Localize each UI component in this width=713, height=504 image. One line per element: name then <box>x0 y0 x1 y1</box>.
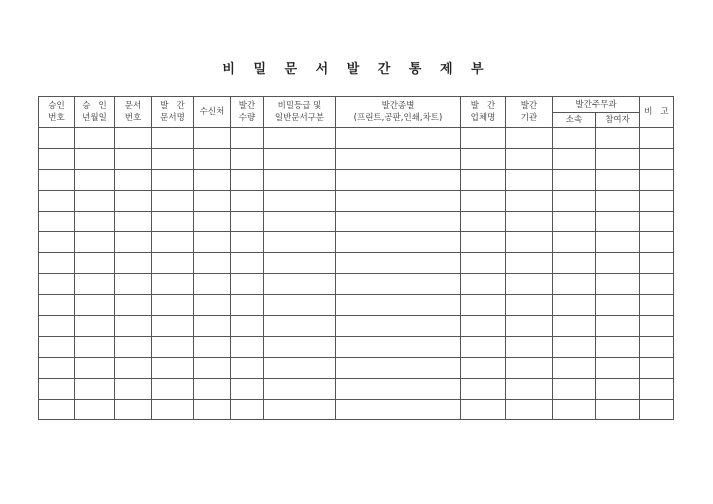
col-header-publishing-agency: 발간 기관 <box>506 97 553 128</box>
table-cell[interactable] <box>264 253 336 274</box>
table-cell[interactable] <box>264 357 336 378</box>
table-cell[interactable] <box>75 399 115 420</box>
table-cell[interactable] <box>231 190 264 211</box>
table-cell[interactable] <box>75 274 115 295</box>
table-cell[interactable] <box>506 336 553 357</box>
table-cell[interactable] <box>553 274 596 295</box>
table-cell[interactable] <box>194 295 231 316</box>
table-cell[interactable] <box>461 378 506 399</box>
table-cell[interactable] <box>596 357 640 378</box>
table-cell[interactable] <box>152 378 194 399</box>
table-cell[interactable] <box>115 253 152 274</box>
table-row <box>39 357 674 378</box>
table-cell[interactable] <box>640 357 674 378</box>
col-header-remarks: 비 고 <box>640 97 674 128</box>
table-cell[interactable] <box>553 232 596 253</box>
table-cell[interactable] <box>75 336 115 357</box>
table-cell[interactable] <box>553 295 596 316</box>
table-cell[interactable] <box>231 316 264 337</box>
table-cell[interactable] <box>152 336 194 357</box>
table-cell[interactable] <box>75 128 115 149</box>
table-cell[interactable] <box>152 232 194 253</box>
table-cell[interactable] <box>461 169 506 190</box>
table-cell[interactable] <box>194 357 231 378</box>
table-cell[interactable] <box>194 378 231 399</box>
table-cell[interactable] <box>231 148 264 169</box>
table-cell[interactable] <box>506 399 553 420</box>
ledger-body <box>39 128 674 420</box>
table-cell[interactable] <box>39 295 75 316</box>
table-cell[interactable] <box>194 128 231 149</box>
table-cell[interactable] <box>39 316 75 337</box>
table-cell[interactable] <box>115 399 152 420</box>
table-cell[interactable] <box>115 211 152 232</box>
table-cell[interactable] <box>461 232 506 253</box>
table-row <box>39 232 674 253</box>
table-cell[interactable] <box>231 336 264 357</box>
table-cell[interactable] <box>75 211 115 232</box>
table-row <box>39 336 674 357</box>
table-cell[interactable] <box>152 169 194 190</box>
table-cell[interactable] <box>640 295 674 316</box>
table-cell[interactable] <box>336 336 461 357</box>
col-header-document-name: 발 간 문서명 <box>152 97 194 128</box>
table-cell[interactable] <box>336 295 461 316</box>
table-cell[interactable] <box>115 169 152 190</box>
table-cell[interactable] <box>461 357 506 378</box>
table-cell[interactable] <box>152 357 194 378</box>
table-cell[interactable] <box>39 399 75 420</box>
table-cell[interactable] <box>506 169 553 190</box>
table-row <box>39 169 674 190</box>
table-cell[interactable] <box>231 399 264 420</box>
table-row <box>39 190 674 211</box>
table-cell[interactable] <box>115 357 152 378</box>
table-cell[interactable] <box>152 211 194 232</box>
table-cell[interactable] <box>39 274 75 295</box>
table-cell[interactable] <box>506 316 553 337</box>
table-cell[interactable] <box>506 274 553 295</box>
table-cell[interactable] <box>152 253 194 274</box>
table-cell[interactable] <box>553 128 596 149</box>
table-cell[interactable] <box>336 232 461 253</box>
table-cell[interactable] <box>506 232 553 253</box>
table-cell[interactable] <box>461 295 506 316</box>
table-cell[interactable] <box>231 357 264 378</box>
table-cell[interactable] <box>115 190 152 211</box>
table-cell[interactable] <box>553 211 596 232</box>
table-cell[interactable] <box>336 253 461 274</box>
table-cell[interactable] <box>152 148 194 169</box>
table-cell[interactable] <box>39 253 75 274</box>
table-cell[interactable] <box>336 169 461 190</box>
table-cell[interactable] <box>506 211 553 232</box>
page-title: 비 밀 문 서 발 간 통 제 부 <box>222 62 491 77</box>
table-cell[interactable] <box>152 399 194 420</box>
table-cell[interactable] <box>115 232 152 253</box>
table-cell[interactable] <box>506 295 553 316</box>
table-cell[interactable] <box>461 190 506 211</box>
table-cell[interactable] <box>194 399 231 420</box>
table-cell[interactable] <box>264 378 336 399</box>
table-cell[interactable] <box>39 378 75 399</box>
table-cell[interactable] <box>115 148 152 169</box>
table-cell[interactable] <box>336 399 461 420</box>
table-cell[interactable] <box>264 232 336 253</box>
col-header-approval-date: 승 인 년월일 <box>75 97 115 128</box>
table-cell[interactable] <box>75 253 115 274</box>
table-cell[interactable] <box>640 316 674 337</box>
table-cell[interactable] <box>194 169 231 190</box>
table-cell[interactable] <box>506 357 553 378</box>
table-cell[interactable] <box>640 378 674 399</box>
table-cell[interactable] <box>461 399 506 420</box>
table-cell[interactable] <box>194 336 231 357</box>
table-cell[interactable] <box>39 336 75 357</box>
table-cell[interactable] <box>231 378 264 399</box>
table-row <box>39 211 674 232</box>
table-cell[interactable] <box>264 128 336 149</box>
table-cell[interactable] <box>152 316 194 337</box>
table-cell[interactable] <box>596 378 640 399</box>
col-header-classification: 비밀등급 및 일반문서구분 <box>264 97 336 128</box>
table-cell[interactable] <box>194 211 231 232</box>
table-row <box>39 378 674 399</box>
table-cell[interactable] <box>640 211 674 232</box>
table-cell[interactable] <box>39 148 75 169</box>
col-header-responsible-dept: 발간주무과 <box>553 97 640 113</box>
table-cell[interactable] <box>640 128 674 149</box>
table-cell[interactable] <box>640 399 674 420</box>
table-cell[interactable] <box>336 274 461 295</box>
table-row <box>39 128 674 149</box>
table-cell[interactable] <box>75 316 115 337</box>
table-cell[interactable] <box>115 128 152 149</box>
table-cell[interactable] <box>152 274 194 295</box>
table-cell[interactable] <box>461 253 506 274</box>
table-cell[interactable] <box>553 357 596 378</box>
table-cell[interactable] <box>75 169 115 190</box>
table-cell[interactable] <box>194 253 231 274</box>
table-cell[interactable] <box>640 232 674 253</box>
table-cell[interactable] <box>596 232 640 253</box>
table-cell[interactable] <box>336 211 461 232</box>
table-cell[interactable] <box>506 128 553 149</box>
table-cell[interactable] <box>461 128 506 149</box>
table-cell[interactable] <box>553 316 596 337</box>
table-cell[interactable] <box>553 336 596 357</box>
table-cell[interactable] <box>553 169 596 190</box>
col-header-quantity: 발간 수량 <box>231 97 264 128</box>
table-cell[interactable] <box>506 378 553 399</box>
table-cell[interactable] <box>596 295 640 316</box>
table-cell[interactable] <box>264 295 336 316</box>
table-cell[interactable] <box>336 357 461 378</box>
table-row <box>39 148 674 169</box>
table-cell[interactable] <box>596 169 640 190</box>
table-cell[interactable] <box>461 211 506 232</box>
table-cell[interactable] <box>231 169 264 190</box>
table-cell[interactable] <box>152 190 194 211</box>
table-cell[interactable] <box>336 190 461 211</box>
table-cell[interactable] <box>264 148 336 169</box>
table-cell[interactable] <box>596 190 640 211</box>
table-cell[interactable] <box>596 274 640 295</box>
table-cell[interactable] <box>461 316 506 337</box>
table-cell[interactable] <box>336 378 461 399</box>
table-cell[interactable] <box>336 128 461 149</box>
table-cell[interactable] <box>194 274 231 295</box>
table-cell[interactable] <box>596 128 640 149</box>
table-cell[interactable] <box>640 253 674 274</box>
table-cell[interactable] <box>553 378 596 399</box>
table-cell[interactable] <box>640 169 674 190</box>
table-cell[interactable] <box>461 336 506 357</box>
table-cell[interactable] <box>194 190 231 211</box>
table-cell[interactable] <box>336 148 461 169</box>
table-cell[interactable] <box>194 148 231 169</box>
table-cell[interactable] <box>231 128 264 149</box>
table-cell[interactable] <box>596 336 640 357</box>
table-cell[interactable] <box>115 378 152 399</box>
table-cell[interactable] <box>553 253 596 274</box>
table-cell[interactable] <box>640 190 674 211</box>
control-ledger-table <box>38 96 674 420</box>
table-cell[interactable] <box>264 274 336 295</box>
col-header-vendor-name: 발 간 업체명 <box>461 97 506 128</box>
table-cell[interactable] <box>152 128 194 149</box>
table-cell[interactable] <box>596 211 640 232</box>
col-header-participant: 참여자 <box>596 113 640 128</box>
table-cell[interactable] <box>39 190 75 211</box>
table-cell[interactable] <box>152 295 194 316</box>
table-row <box>39 399 674 420</box>
table-cell[interactable] <box>506 253 553 274</box>
col-header-document-number: 문서 번호 <box>115 97 152 128</box>
table-cell[interactable] <box>640 336 674 357</box>
table-cell[interactable] <box>264 336 336 357</box>
table-cell[interactable] <box>264 399 336 420</box>
table-cell[interactable] <box>75 148 115 169</box>
table-cell[interactable] <box>596 316 640 337</box>
table-row <box>39 274 674 295</box>
table-cell[interactable] <box>264 316 336 337</box>
table-cell[interactable] <box>264 169 336 190</box>
table-cell[interactable] <box>194 232 231 253</box>
table-cell[interactable] <box>596 253 640 274</box>
table-cell[interactable] <box>75 190 115 211</box>
table-cell[interactable] <box>231 253 264 274</box>
table-cell[interactable] <box>39 211 75 232</box>
table-cell[interactable] <box>553 190 596 211</box>
table-cell[interactable] <box>640 274 674 295</box>
table-row <box>39 253 674 274</box>
table-cell[interactable] <box>231 274 264 295</box>
table-cell[interactable] <box>461 148 506 169</box>
table-cell[interactable] <box>75 357 115 378</box>
table-cell[interactable] <box>115 316 152 337</box>
table-cell[interactable] <box>506 148 553 169</box>
table-cell[interactable] <box>39 128 75 149</box>
table-cell[interactable] <box>231 211 264 232</box>
table-cell[interactable] <box>75 378 115 399</box>
table-cell[interactable] <box>115 336 152 357</box>
col-header-recipient: 수신처 <box>194 97 231 128</box>
table-cell[interactable] <box>75 295 115 316</box>
table-row <box>39 295 674 316</box>
table-cell[interactable] <box>553 148 596 169</box>
table-cell[interactable] <box>461 274 506 295</box>
table-cell[interactable] <box>264 190 336 211</box>
table-cell[interactable] <box>596 148 640 169</box>
table-cell[interactable] <box>506 190 553 211</box>
table-cell[interactable] <box>553 399 596 420</box>
table-cell[interactable] <box>39 232 75 253</box>
table-cell[interactable] <box>336 316 461 337</box>
table-row <box>39 316 674 337</box>
table-cell[interactable] <box>115 295 152 316</box>
table-cell[interactable] <box>596 399 640 420</box>
table-cell[interactable] <box>640 148 674 169</box>
col-header-publication-type: 발간종별 (프린트,공판,인쇄,차트) <box>336 97 461 128</box>
table-cell[interactable] <box>231 232 264 253</box>
table-cell[interactable] <box>75 232 115 253</box>
col-header-affiliation: 소속 <box>553 113 596 128</box>
table-cell[interactable] <box>115 274 152 295</box>
table-cell[interactable] <box>194 316 231 337</box>
table-cell[interactable] <box>264 211 336 232</box>
table-cell[interactable] <box>231 295 264 316</box>
col-header-approval-number: 승인 번호 <box>39 97 75 128</box>
table-cell[interactable] <box>39 169 75 190</box>
table-cell[interactable] <box>39 357 75 378</box>
